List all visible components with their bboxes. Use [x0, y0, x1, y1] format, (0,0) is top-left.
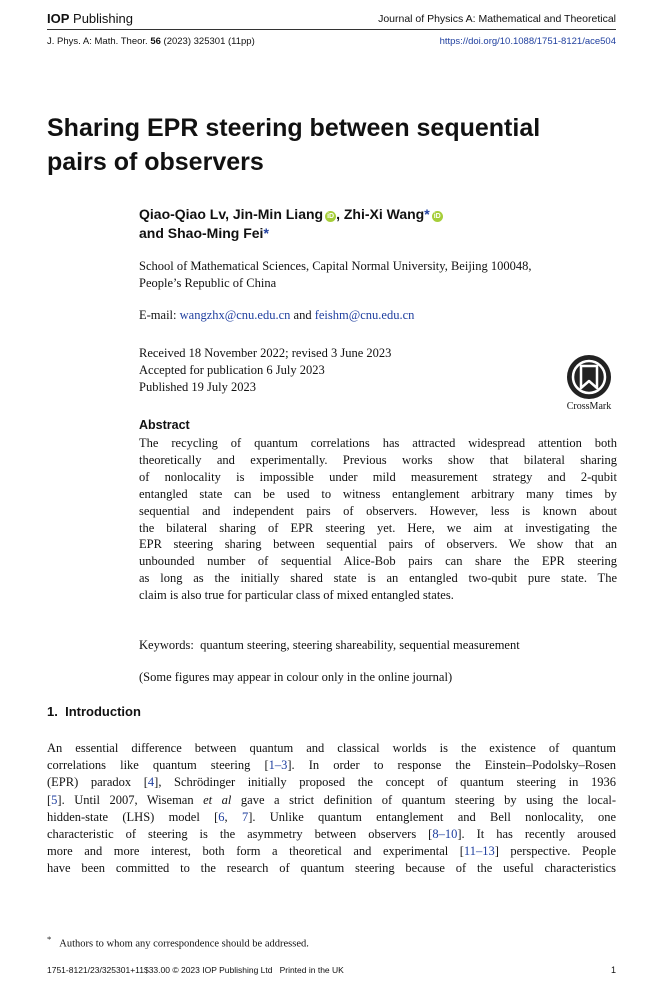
date-received: Received 18 November 2022; revised 3 June 2023 — [139, 346, 392, 360]
journal-name: Journal of Physics A: Mathematical and Theoretical — [378, 13, 616, 25]
section-number: 1. — [47, 704, 58, 719]
author-line2 — [139, 224, 619, 243]
footer-left: 1751-8121/23/325301+11$33.00 © 2023 IOP Publishing Ltd Printed in the UK — [47, 965, 344, 975]
doi-link[interactable]: https://doi.org/10.1088/1751-8121/ace504 — [439, 36, 616, 47]
abstract-heading: Abstract — [139, 418, 190, 432]
header-rule — [47, 29, 616, 30]
citation-post: (2023) 325301 (11pp) — [160, 36, 255, 47]
intro-line: (EPR) paradox [4], Schrödinger initially proposed the concept of quantum steering in 1936 — [47, 775, 616, 790]
citation-link[interactable]: 5 — [51, 792, 58, 807]
corresponding-star[interactable]: * — [424, 206, 430, 222]
paper-title-line2: pairs of observers — [47, 148, 264, 176]
abstract-line: EPR steering sharing between sequential pairs of observers. We show that an — [139, 537, 617, 552]
abstract-line: The recycling of quantum correlations has attracted widespread attention both — [139, 436, 617, 450]
abstract-line: claim is also true for particular class of mixed entangled states. — [139, 588, 454, 603]
intro-line: hidden-state (LHS) model [6, 7]. Unlike quantum entanglement and Bell nonlocality, one — [47, 809, 617, 824]
citation-link[interactable]: 4 — [147, 775, 155, 790]
keywords-values: quantum steering, steering shareability, sequential measurement — [200, 638, 520, 652]
abstract-line: unbounded number of sequential Alice-Bob pairs can share the EPR steering — [139, 554, 617, 569]
author-2: Jin-Min Liang — [232, 206, 324, 222]
date-accepted: Accepted for publication 6 July 2023 — [139, 363, 325, 377]
citation-link[interactable]: 7 — [241, 809, 249, 824]
page-number: 1 — [610, 965, 616, 975]
crossmark-badge[interactable] — [560, 354, 618, 412]
citation-link[interactable]: 8–10 — [432, 827, 458, 842]
corresponding-star[interactable]: * — [263, 225, 269, 241]
keywords-label: Keywords: — [139, 638, 194, 652]
abstract-line: of nonlocality is impossible under mild measurement strategy and 2-qubit — [139, 469, 617, 484]
abstract-line: as long as the initially shared state is an entangled two-qubit pure state. The — [139, 571, 617, 586]
publisher-logo-bold: IOP — [47, 11, 70, 26]
intro-line: have been committed to the research of quantum steering because of the useful characteristics — [47, 861, 616, 876]
section-heading — [47, 704, 141, 719]
citation-volume: 56 — [150, 36, 161, 47]
citation-pre: J. Phys. A: Math. Theor. — [47, 36, 151, 47]
footnote — [47, 934, 309, 950]
section-title: Introduction — [65, 704, 141, 719]
abstract-body — [139, 435, 617, 604]
author-list — [139, 205, 619, 243]
intro-line: [5]. Until 2007, Wiseman et al gave a strict definition of quantum steering by using the local- — [47, 792, 616, 807]
author-4: Shao-Ming Fei — [167, 225, 264, 241]
publisher-logo — [47, 11, 133, 26]
intro-line: An essential difference between quantum and classical worlds is the existence of quantum — [47, 741, 616, 755]
email-link-1[interactable]: wangzhx@cnu.edu.cn — [179, 308, 291, 322]
citation-link[interactable]: 1–3 — [268, 758, 288, 773]
orcid-icon[interactable]: iD — [327, 213, 335, 220]
abstract-line: the bilateral sharing of EPR steering yet. Here, we aim at investigating the — [139, 520, 617, 535]
email-line — [139, 308, 414, 323]
intro-line: more and more interest, both form a theoretical and experimental [11–13] perspective. People — [47, 844, 616, 859]
footnote-mark: * — [47, 934, 52, 944]
citation — [47, 36, 255, 47]
author-conjunction: and — [139, 225, 168, 241]
intro-line: characteristic of steering is the asymmetry between observers [8–10]. It has recently aroused — [47, 827, 616, 842]
abstract-line: theoretically and experimentally. Previous works show that bilateral sharing — [139, 452, 617, 467]
author-line1 — [139, 205, 619, 224]
crossmark-label: CrossMark — [566, 401, 612, 412]
dates — [139, 345, 391, 396]
footnote-text: Authors to whom any correspondence should be addressed. — [59, 938, 309, 950]
email-and: and — [290, 308, 315, 322]
citation-link[interactable]: 6 — [218, 809, 225, 824]
crossmark-icon — [566, 354, 612, 400]
orcid-icon[interactable]: iD — [433, 213, 441, 220]
affiliation-line2: People’s Republic of China — [139, 276, 277, 290]
affiliation — [139, 258, 532, 292]
date-published: Published 19 July 2023 — [139, 380, 257, 394]
author-1: Qiao-Qiao Lv, — [139, 206, 233, 222]
abstract-line: entangled state can be used to witness entanglement arbitrary many times by — [139, 486, 617, 501]
intro-line: correlations like quantum steering [1–3]. In order to response the Einstein–Podolsky–Rosen — [47, 758, 616, 773]
abstract-line: sequential and independent pairs of observers. However, less is known about — [139, 503, 617, 518]
citation-link[interactable]: 11–13 — [463, 844, 495, 859]
paper-title-line1: Sharing EPR steering between sequential — [47, 114, 541, 142]
colour-note: (Some figures may appear in colour only in the online journal) — [139, 670, 453, 684]
keywords — [139, 638, 520, 653]
paper-title — [47, 111, 627, 179]
email-link-2[interactable]: feishm@cnu.edu.cn — [314, 308, 415, 322]
author-separator: , — [336, 206, 344, 222]
publisher-logo-rest: Publishing — [69, 11, 134, 26]
affiliation-line1: School of Mathematical Sciences, Capital Normal University, Beijing 100048, — [139, 259, 532, 273]
intro-body — [47, 740, 616, 878]
email-label: E-mail: — [139, 308, 180, 322]
author-3: Zhi-Xi Wang — [343, 206, 425, 222]
